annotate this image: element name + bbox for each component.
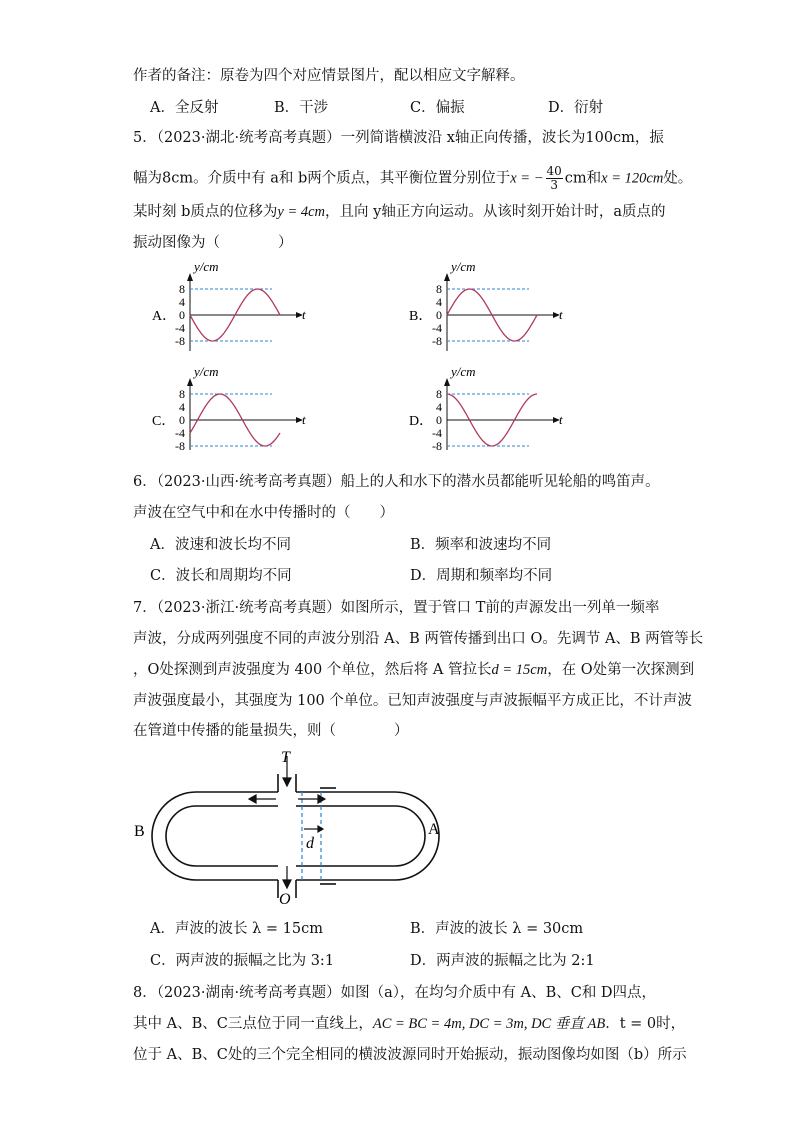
tick-a-2: 0: [179, 308, 185, 322]
tick-a-4: -8: [175, 334, 185, 348]
q4-option-c[interactable]: C．偏振: [410, 100, 465, 116]
tick-b-2: 0: [436, 308, 442, 322]
q7-option-d[interactable]: D．两声波的振幅之比为 2:1: [410, 953, 595, 969]
q8-line-3: 位于 A、B、C处的三个完全相同的横波波源同时开始振动，振动图像均如图（b）所示: [133, 1047, 687, 1063]
q6-option-b[interactable]: B．频率和波速均不同: [410, 537, 552, 553]
tick-b-1: 4: [436, 295, 442, 309]
q7-line-5: 在管道中传播的能量损失，则（ ）: [133, 723, 409, 739]
tick-d-1: 4: [436, 400, 442, 414]
tick-d-2: 0: [436, 413, 442, 427]
q7-option-b[interactable]: B．声波的波长 λ = 30cm: [410, 921, 584, 937]
graph-option-b: B．: [409, 309, 433, 324]
y-axis-label-b: y/cm: [451, 260, 476, 274]
q7-tube-figure: [0, 748, 794, 908]
tick-d-0: 8: [436, 387, 442, 401]
q5-line-3: 某时刻 b质点的位移为y = 4cm，且向 y轴正方向运动。从该时刻开始计时，a质点的: [133, 204, 666, 220]
q4-option-a[interactable]: A．全反射: [150, 100, 219, 116]
q4-option-d[interactable]: D．衍射: [548, 100, 604, 116]
t-label-a: t: [302, 307, 306, 322]
q5-line-1: 5．（2023·湖北·统考高考真题）一列简谐横波沿 x轴正向传播，波长为100cm，振: [133, 130, 664, 146]
tick-b-4: -8: [432, 334, 442, 348]
q7-line-2: 声波，分成两列强度不同的声波分别沿 A、B 两管传播到出口 O。先调节 A、B 两管等长: [133, 631, 704, 647]
label-B: B: [134, 823, 145, 840]
tick-c-0: 8: [179, 387, 185, 401]
y-axis-label-d: y/cm: [451, 364, 476, 379]
y-arrow-b: [444, 273, 450, 281]
q7-option-a[interactable]: A．声波的波长 λ = 15cm: [150, 921, 323, 937]
tube-inner-wall-right: [296, 806, 425, 866]
tick-c-4: -8: [175, 439, 185, 450]
y-arrow-c: [187, 378, 193, 386]
tick-d-3: -4: [432, 426, 442, 440]
author-note: 作者的备注：原卷为四个对应情景图片，配以相应文字解释。: [133, 68, 525, 84]
q5-line-2: 幅为8cm。介质中有 a和 b两个质点，其平衡位置分别位于x = − $\frac{40}{3}$ cm和x = 120cm处。: [133, 164, 693, 192]
y-axis-label-c: y/cm: [194, 364, 219, 379]
label-T: T: [281, 749, 290, 766]
y-arrow-d: [444, 378, 450, 386]
q7-option-c[interactable]: C．两声波的振幅之比为 3:1: [150, 953, 335, 969]
fraction-40-3: $\frac{40}{3}$: [546, 164, 562, 192]
tube-inner-wall: [166, 806, 278, 866]
tick-a-3: -4: [175, 321, 185, 335]
q7-line-1: 7．（2023·浙江·统考高考真题）如图所示，置于管口 T前的声源发出一列单一频率: [133, 600, 660, 616]
q6-option-c[interactable]: C．波长和周期均不同: [150, 568, 292, 584]
tick-a-1: 4: [179, 295, 185, 309]
label-A: A: [428, 821, 440, 838]
tick-c-1: 4: [179, 400, 185, 414]
label-O: O: [279, 891, 291, 908]
graph-option-a: A．: [152, 309, 177, 324]
tick-b-3: -4: [432, 321, 442, 335]
q6-line-2: 声波在空气中和在水中传播时的（ ）: [133, 505, 394, 521]
t-label-c: t: [302, 412, 306, 427]
t-label-d: t: [559, 412, 563, 427]
tick-c-2: 0: [179, 413, 185, 427]
q8-line-1: 8．（2023·湖南·统考高考真题）如图（a），在均匀介质中有 A、B、C和 D四点，: [133, 985, 657, 1001]
tick-c-3: -4: [175, 426, 185, 440]
graph-option-c: C．: [152, 414, 176, 429]
tick-b-0: 8: [436, 282, 442, 296]
label-d: d: [306, 835, 314, 852]
t-label-b: t: [559, 307, 563, 322]
graph-option-d: D．: [409, 414, 434, 429]
q7-line-4: 声波强度最小，其强度为 100 个单位。已知声波强度与声波振幅平方成正比，不计声波: [133, 693, 692, 709]
q6-option-a[interactable]: A．波速和波长均不同: [150, 537, 291, 553]
q6-option-d[interactable]: D．周期和频率均不同: [410, 568, 553, 584]
q5-line-4: 振动图像为（ ）: [133, 235, 293, 251]
q7-line-3: ，O处探测到声波强度为 400 个单位，然后将 A 管拉长d = 15cm，在 O处第一次探测到: [133, 662, 695, 678]
q4-option-b[interactable]: B．干涉: [274, 100, 329, 116]
y-axis-label-a: y/cm: [194, 260, 219, 274]
q8-line-2: 其中 A、B、C三点位于同一直线上，AC = BC = 4m, DC = 3m, DC 垂直 AB．t = 0时，: [133, 1016, 686, 1032]
tick-a-0: 8: [179, 282, 185, 296]
y-arrow-a: [187, 273, 193, 281]
tick-d-4: -8: [432, 439, 442, 450]
q5-graphs: [0, 260, 794, 450]
q6-line-1: 6．（2023·山西·统考高考真题）船上的人和水下的潜水员都能听见轮船的鸣笛声。: [133, 474, 660, 490]
